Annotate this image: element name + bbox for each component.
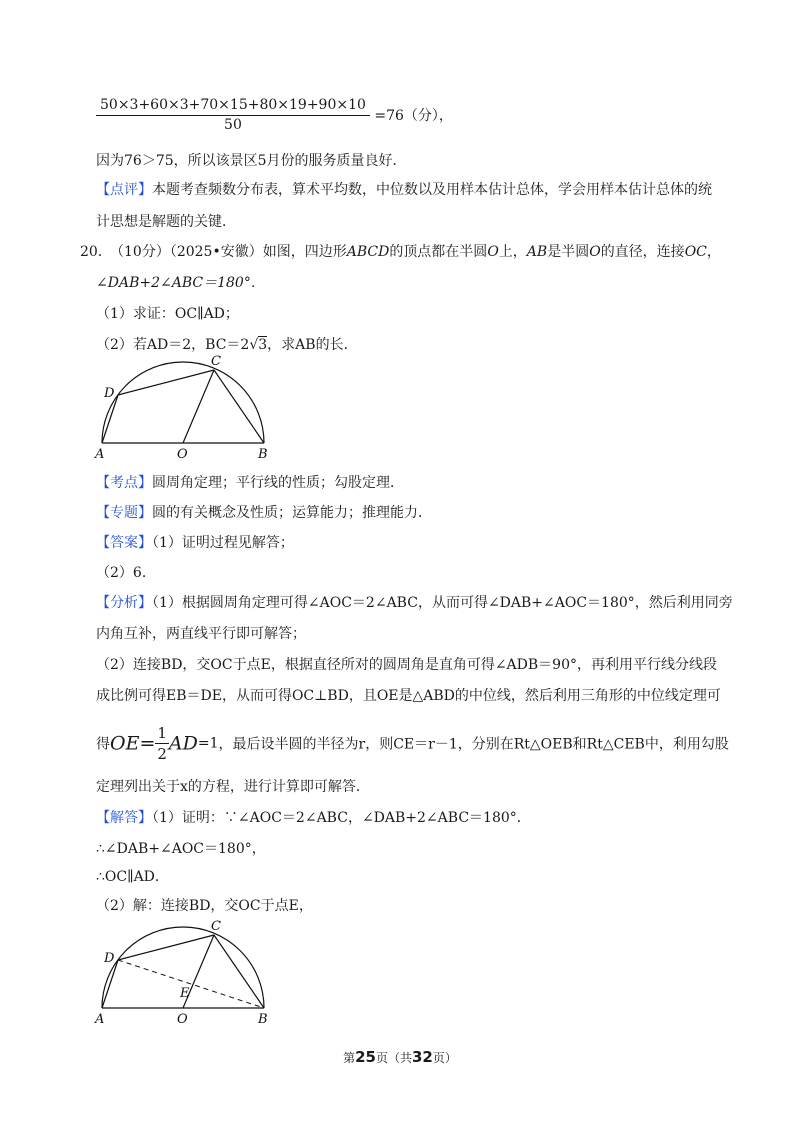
analysis-line-5: 得OE= $\frac{1}{2}$ AD=1，最后设半圆的半径为r，则CE＝r－1，分别在Rt△OEB和Rt△CEB中，利用勾股 bbox=[96, 724, 729, 763]
oe-symbol: OE bbox=[110, 732, 140, 755]
analysis-line-6: 定理列出关于x的方程，进行计算即可解答． bbox=[96, 779, 370, 795]
problem-number: 20． bbox=[80, 244, 112, 260]
problem-part-1: （1）求证：OC∥AD； bbox=[96, 306, 239, 322]
analysis-line-4: 成比例可得EB＝DE，从而可得OC⊥BD，且OE是△ABD的中位线，然后利用三角形的中位线定理可 bbox=[96, 688, 721, 704]
footer-mid: 页（共 bbox=[375, 1051, 412, 1065]
answer-line-2: （2）6． bbox=[96, 565, 156, 581]
footer-page-number: 25 bbox=[355, 1048, 376, 1066]
comment-tag: 【点评】 bbox=[96, 182, 152, 198]
conclusion-text: 因为76＞75，所以该景区5月份的服务质量良好． bbox=[96, 153, 407, 169]
comment-line-2: 计思想是解题的关键． bbox=[96, 214, 236, 230]
point-o-label: O bbox=[177, 447, 188, 460]
kaodian-text: 圆周角定理；平行线的性质；勾股定理． bbox=[152, 475, 404, 491]
ad-symbol: AD bbox=[168, 732, 198, 755]
analysis-line5-val: =1 bbox=[197, 735, 219, 752]
semicircle-figure-1 bbox=[90, 350, 280, 460]
formula-line bbox=[96, 97, 453, 133]
point-c-label-2: C bbox=[211, 919, 221, 934]
label-o: O bbox=[487, 244, 499, 260]
answer-tag: 【答案】 bbox=[96, 535, 152, 551]
mean-fraction bbox=[96, 97, 370, 133]
problem-suffix: 上， bbox=[498, 244, 527, 260]
analysis-line-3: （2）连接BD，交OC于点E，根据直径所对的圆周角是直角可得∠ADB＝90°，再利用平行线分线段 bbox=[96, 657, 717, 673]
problem-condition: ∠DAB+2∠ABC＝180°． bbox=[96, 275, 265, 291]
zhuanti-text: 圆的有关概念及性质；运算能力；推理能力． bbox=[152, 505, 432, 521]
comment-line-1 bbox=[96, 179, 712, 199]
semicircle-figure-2 bbox=[90, 915, 280, 1027]
half-numerator: 1 bbox=[157, 724, 167, 742]
label-ab: AB bbox=[526, 244, 548, 260]
label-abcd: ABCD bbox=[346, 244, 390, 260]
point-b-label: B bbox=[258, 447, 268, 460]
sqrt-symbol: √ bbox=[249, 337, 259, 353]
half-fraction bbox=[155, 724, 169, 763]
solution-text-1: （1）证明：∵∠AOC＝2∠ABC，∠DAB+2∠ABC＝180°． bbox=[152, 810, 531, 826]
fraction-numerator: 50×3+60×3+70×15+80×19+90×10 bbox=[96, 97, 370, 116]
analysis-line-1 bbox=[96, 592, 733, 612]
point-d-label: D bbox=[104, 386, 115, 401]
part2-text-a: （2）若AD＝2，BC＝2 bbox=[96, 337, 250, 353]
analysis-tag: 【分析】 bbox=[96, 595, 152, 611]
analysis-line5-post: ，最后设半圆的半径为r，则CE＝r－1，分别在Rt△OEB和Rt△CEB中，利用勾股 bbox=[218, 736, 729, 753]
problem-prefix: （10分）（2025•安徽）如图，四边形 bbox=[110, 244, 347, 260]
zhuanti-line bbox=[96, 502, 432, 522]
comment-text-1: 本题考查频数分布表，算术平均数，中位数以及用样本估计总体，学会用样本估计总体的统 bbox=[152, 182, 712, 198]
problem-statement: （10分）（2025•安徽）如图，四边形ABCD的顶点都在半圆O上，AB是半圆O的直径，连接OC， bbox=[110, 244, 721, 260]
problem-diam-text: 是半圆 bbox=[547, 244, 590, 260]
kaodian-line bbox=[96, 472, 404, 492]
kaodian-tag: 【考点】 bbox=[96, 475, 152, 491]
point-d-label-2: D bbox=[104, 951, 115, 966]
point-o-label-2: O bbox=[177, 1012, 188, 1027]
label-o-2: O bbox=[589, 244, 601, 260]
label-oc: OC bbox=[684, 244, 707, 260]
point-e-label: E bbox=[180, 986, 190, 1001]
solution-line-3: ∴OC∥AD． bbox=[96, 869, 169, 885]
part2-text-b: ，求AB的长． bbox=[267, 337, 358, 353]
footer-post: 页） bbox=[432, 1051, 457, 1065]
problem-diam-text-2: 的直径，连接 bbox=[600, 244, 685, 260]
solution-tag: 【解答】 bbox=[96, 810, 152, 826]
solution-line-4: （2）解：连接BD，交OC于点E， bbox=[96, 898, 313, 914]
point-a-label-2: A bbox=[95, 1012, 105, 1027]
point-c-label: C bbox=[211, 354, 221, 369]
footer-pre: 第 bbox=[343, 1051, 356, 1065]
point-a-label: A bbox=[95, 447, 105, 460]
point-b-label-2: B bbox=[258, 1012, 268, 1027]
half-denominator: 2 bbox=[157, 745, 167, 763]
answer-line-1 bbox=[96, 532, 294, 552]
analysis-line-2: 内角互补，两直线平行即可解答； bbox=[96, 626, 306, 642]
analysis-line5-pre: 得 bbox=[96, 736, 110, 753]
footer-total-pages: 32 bbox=[412, 1048, 433, 1066]
page-footer bbox=[0, 1048, 800, 1066]
sqrt-radicand: 3 bbox=[258, 337, 268, 353]
answer-text-1: （1）证明过程见解答； bbox=[152, 535, 294, 551]
solution-line-1 bbox=[96, 807, 531, 827]
formula-result: =76（分）， bbox=[374, 108, 453, 124]
zhuanti-tag: 【专题】 bbox=[96, 505, 152, 521]
analysis-text-1: （1）根据圆周角定理可得∠AOC＝2∠ABC，从而可得∠DAB+∠AOC＝180°，然后利用同旁 bbox=[152, 595, 733, 611]
problem-middle: 的顶点都在半圆 bbox=[389, 244, 488, 260]
solution-line-2: ∴∠DAB+∠AOC＝180°， bbox=[96, 841, 266, 857]
fraction-denominator: 50 bbox=[224, 117, 242, 133]
